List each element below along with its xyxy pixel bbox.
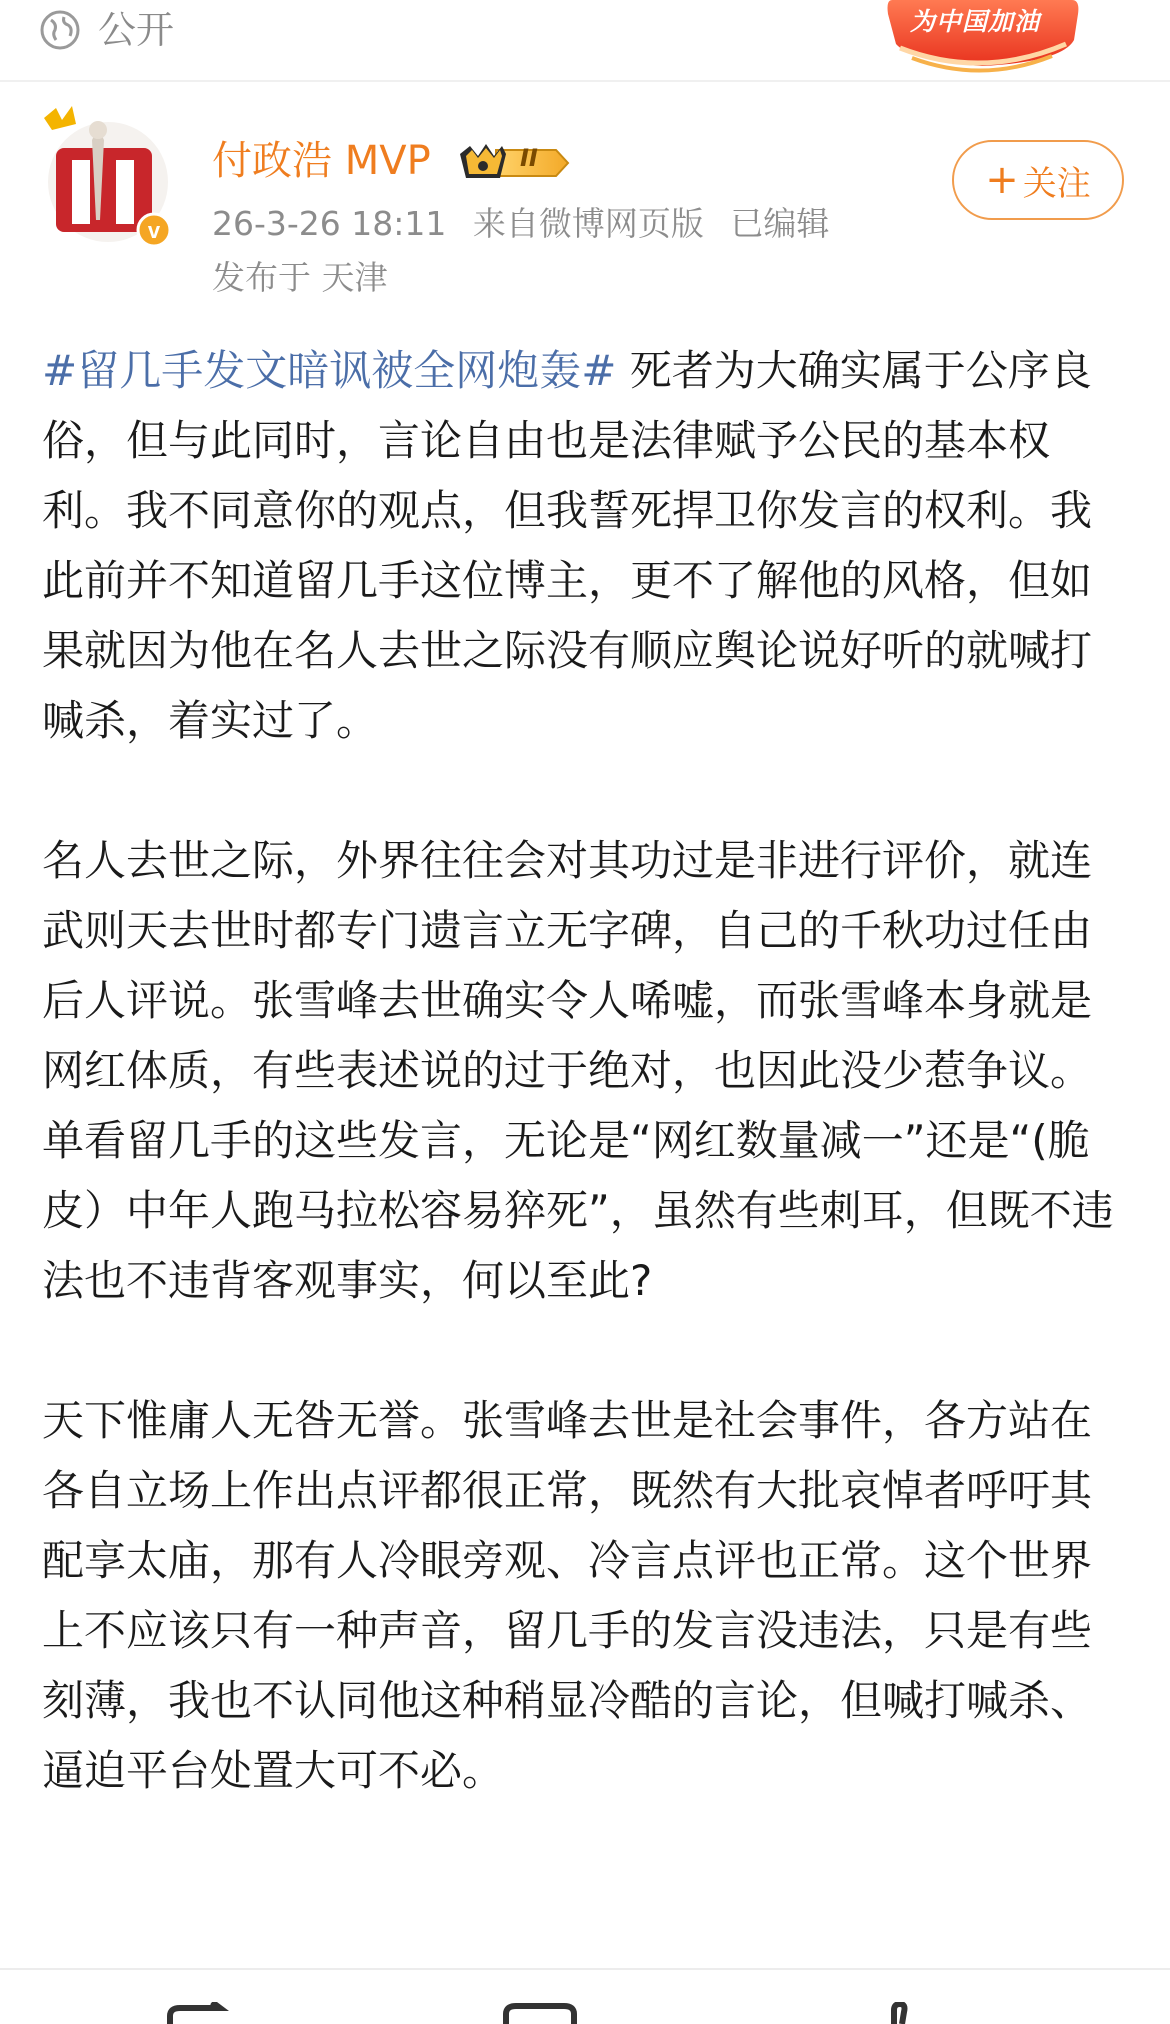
visibility-label: 公开: [98, 8, 175, 52]
post-body: [42, 336, 1128, 1806]
post-timestamp: 26-3-26 18:11: [212, 204, 447, 243]
post-paragraph-1: [42, 336, 1128, 756]
like-icon[interactable]: [868, 2002, 928, 2024]
follow-label: 关注: [1022, 163, 1091, 204]
post-source[interactable]: 来自微博网页版: [472, 204, 704, 243]
post-paragraph-3: 天下惟庸人无咎无誉。张雪峰去世是社会事件，各方站在各自立场上作出点评都很正常，既然有大批哀悼者呼吁其配享太庙，那有人冷眼旁观、冷言点评也正常。这个世界上不应该只有一种声音，留几手的发言没违法，只是有些刻薄，我也不认同他这种稍显冷酷的言论，但喊打喊杀、逼迫平台处置大可不必。: [42, 1396, 1093, 1795]
crown-icon: [44, 106, 76, 130]
vip-badge[interactable]: [456, 138, 572, 188]
vip-level: II: [520, 144, 538, 172]
edited-label[interactable]: 已编辑: [730, 204, 830, 243]
follow-button[interactable]: [952, 140, 1124, 220]
globe-icon: [40, 10, 80, 50]
promo-text: 为中国加油: [910, 7, 1041, 36]
post-paragraph-2: 名人去世之际，外界往往会对其功过是非进行评价，就连武则天去世时都专门遗言立无字碑，自己的千秋功过任由后人评说。张雪峰去世确实令人唏嘘，而张雪峰本身就是网红体质，有些表述说的过于绝对，也因此没少惹争议。单看留几手的这些发言，无论是“网红数量减一”还是“(脆皮）中年人跑马拉松容易猝死”，虽然有些刺耳，但既不违法也不违背客观事实，何以至此?: [42, 836, 1114, 1305]
toolbar-divider: [0, 1968, 1170, 1970]
visibility-bar: [0, 0, 1170, 82]
paragraph-1-text: 死者为大确实属于公序良俗，但与此同时，言论自由也是法律赋予公民的基本权利。我不同意你的观点，但我誓死捍卫你发言的权利。我此前并不知道留几手这位博主，更不了解他的风格，但如果就因为他在名人去世之际没有顺应舆论说好听的就喊打喊杀，着实过了。: [42, 346, 1093, 745]
plus-icon: +: [985, 157, 1019, 203]
author-name[interactable]: 付政浩 MVP: [212, 138, 431, 184]
post-location: 发布于 天津: [212, 258, 388, 297]
repost-icon[interactable]: [160, 2002, 240, 2024]
hashtag-link[interactable]: #留几手发文暗讽被全网炮轰#: [42, 346, 617, 395]
comment-icon[interactable]: [500, 2002, 580, 2024]
avatar[interactable]: [38, 100, 178, 250]
post-meta: [212, 200, 845, 248]
svg-text:v: v: [147, 218, 161, 243]
